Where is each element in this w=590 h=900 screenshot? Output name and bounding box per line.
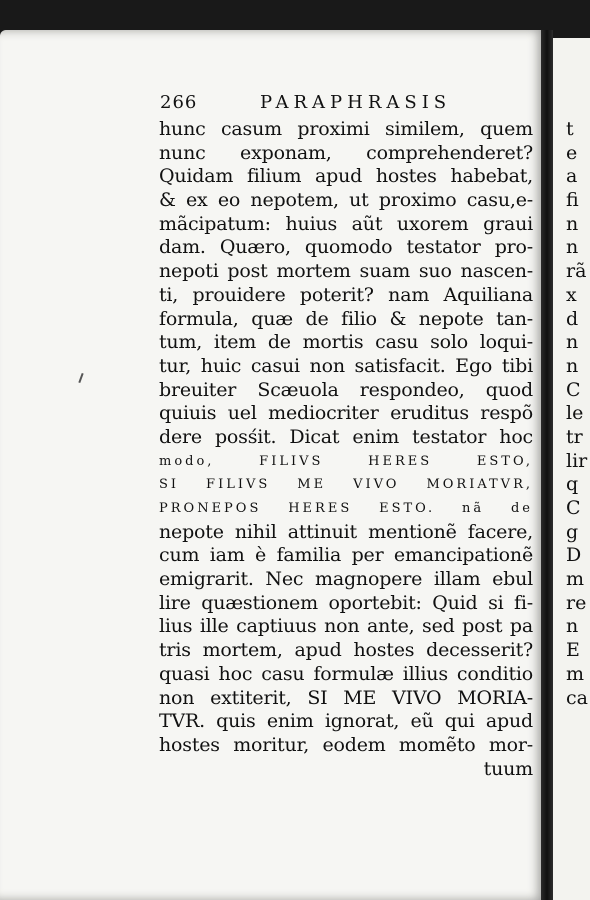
right-page-line-fragment: g [566, 520, 579, 543]
page-number: 266 [160, 92, 198, 113]
text-line: lire quæstionem oportebit: Quid si fi- [159, 591, 533, 614]
right-page-line-fragment: tr [566, 425, 583, 448]
text-line: non extiterit, SI ME VIVO MORIA- [159, 686, 533, 709]
right-page-line-fragment: C [566, 378, 581, 401]
right-page-line-fragment: le [566, 402, 584, 425]
body-text-block [159, 118, 533, 781]
right-page-line-fragment: E [566, 639, 580, 662]
text-line: dam. Quæro, quomodo testator pro- [159, 236, 533, 259]
text-line: nepoti post mortem suam suo nascen- [159, 260, 533, 283]
text-line: quasi hoc casu formulæ illius conditio [159, 662, 533, 685]
text-line: dere posśit. Dicat enim testator hoc [159, 425, 533, 448]
right-page-line-fragment: n [566, 354, 579, 377]
text-line: tuum [483, 757, 533, 780]
right-page-line-fragment: n [566, 331, 579, 354]
right-page-line-fragment: m [566, 662, 585, 685]
text-line: formula, quæ de filio & nepote tan- [159, 307, 533, 330]
text-line: ti, prouidere poterit? nam Aquiliana [159, 283, 533, 306]
right-page-line-fragment: d [566, 307, 579, 330]
text-line: TVR. quis enim ignorat, eũ qui apud [159, 710, 533, 733]
text-line: SI FILIVS ME VIVO MORIATVR, [159, 477, 533, 493]
text-line: lius ille captiuus non ante, sed post pa [159, 615, 533, 638]
book-gutter [541, 30, 553, 900]
right-page-line-fragment: n [566, 212, 579, 235]
right-page-line-fragment: rã [566, 260, 587, 283]
right-page-line-fragment: m [566, 568, 585, 591]
right-page-line-fragment: D [566, 544, 582, 567]
text-line: Quidam filium apud hostes habebat, [159, 165, 533, 188]
right-page-line-fragment: ca [566, 686, 588, 709]
text-line: nepote nihil attinuit mentionẽ facere, [159, 520, 533, 543]
right-page-line-fragment: re [566, 591, 587, 614]
text-line: cum iam è familia per emancipationẽ [159, 544, 533, 567]
text-line: PRONEPOS HERES ESTO. nã de [159, 501, 533, 516]
right-page-line-fragment: n [566, 236, 579, 259]
right-page-line-fragment: e [566, 141, 578, 164]
text-line: hostes moritur, eodem momẽto mor- [159, 733, 533, 756]
right-page-line-fragment: q [566, 473, 579, 496]
text-line: nunc exponam, comprehenderet? [159, 141, 533, 164]
text-line: tum, item de mortis casu solo loqui- [159, 331, 533, 354]
right-page-line-fragment: fi [566, 189, 579, 212]
text-line: mãcipatum: huius aũt uxorem graui [159, 212, 533, 235]
text-line: modo, FILIVS HERES ESTO, [159, 453, 533, 469]
right-page-line-fragment: t [566, 118, 574, 140]
page-header [160, 92, 535, 116]
running-head: PARAPHRASIS [260, 92, 452, 113]
right-page-line-fragment: n [566, 615, 579, 638]
text-line: quiuis uel mediocriter eruditus respõ [159, 402, 533, 425]
right-page-line-fragment: a [566, 165, 578, 188]
text-line: tur, huic casui non satisfacit. Ego tibi [159, 354, 533, 377]
text-line: tris mortem, apud hostes decesserit? [159, 639, 533, 662]
right-page-line-fragment: x [566, 283, 577, 306]
text-line: breuiter Scæuola respondeo, quod [159, 378, 533, 401]
right-page-line-fragment: lir [566, 449, 588, 472]
right-page-text [566, 118, 590, 710]
text-line: hunc casum proximi similem, quem [159, 118, 533, 140]
right-page-line-fragment: C [566, 497, 581, 519]
text-line: emigrarit. Nec magnopere illam ebul [159, 568, 533, 591]
text-line: & ex eo nepotem, ut proximo casu,e- [159, 189, 533, 212]
